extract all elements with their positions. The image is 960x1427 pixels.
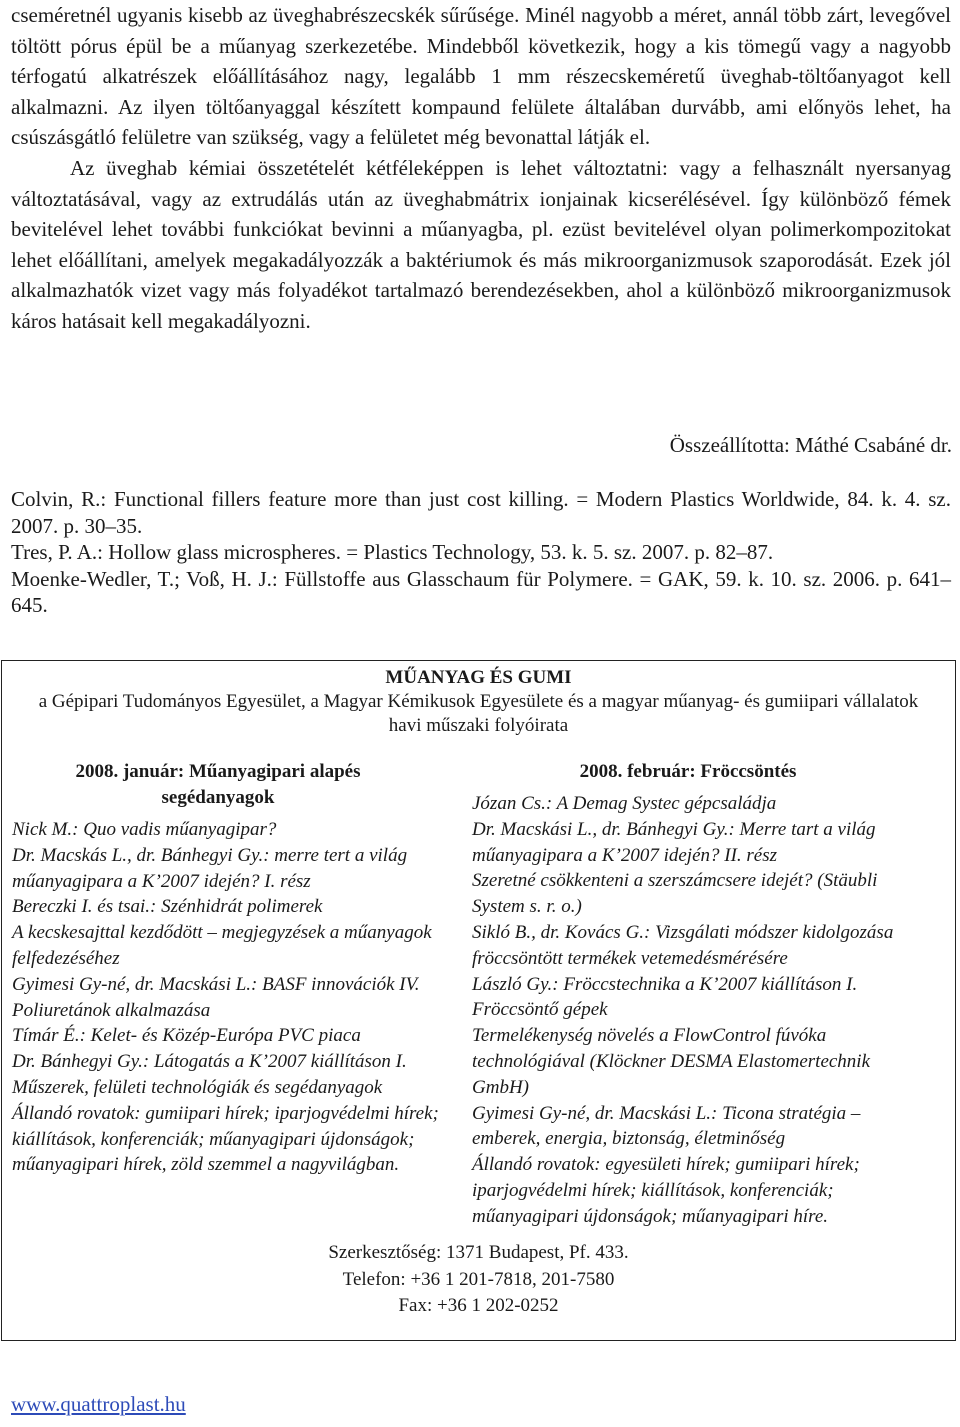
journal-subtitle: a Gépipari Tudományos Egyesület, a Magyar Kémikusok Egyesülete és a magyar műanyag- és gumiipari vállalatok havi műszaki folyóirata [38, 691, 919, 736]
issue-item: Dr. Macskás L., dr. Bánhegyi Gy.: merre tert a világ műanyagipara a K’2007 idején? I. rész [12, 844, 408, 892]
issue-column-february [472, 759, 904, 1230]
issue-item: Gyimesi Gy-né, dr. Macskási L.: Ticona stratégia – emberek, energia, biztonság, életminőség [472, 1102, 861, 1150]
issue-item: Dr. Macskási L., dr. Bánhegyi Gy.: Merre tart a világ műanyagipara a K’2007 idején? II. rész [472, 818, 876, 866]
article-paragraph-1: cseméretnél ugyanis kisebb az üveghabrészecskék sűrűsége. Minél nagyobb a méret, annál több zárt, levegővel töltött pórus épül be a műanyag szerkezetébe. Mindebből következik, hogy a kis tömegű vagy a nagyobb térfogatú alkatrészek előállításához nagy, legalább 1 mm részecskeméretű üveghab-töltőanyagot kell alkalmazni. Az ilyen töltőanyaggal készített kompaund felülete általában durvább, ami előnyös lehet, ha csúszásgátló felületre van szükség, vagy a felületet még bevonattal látják el. [11, 3, 951, 150]
issue-item: László Gy.: Fröccstechnika a K’2007 kiállításon I. Fröccsöntő gépek [472, 973, 858, 1021]
journal-advert-box [1, 660, 956, 1341]
editorial-contact [2, 1240, 955, 1320]
issue-heading-january: 2008. január: Műanyagipari alapés segédanyagok [75, 761, 361, 808]
references-list [11, 486, 951, 619]
editorial-phone: Telefon: +36 1 201-7818, 201-7580 [342, 1268, 615, 1290]
reference-item: Moenke-Wedler, T.; Voß, H. J.: Füllstoffe aus Glasschaum für Polymere. = GAK, 59. k. 10. sz. 2006. p. 641–645. [11, 566, 951, 617]
article-paragraph-2: Az üveghab kémiai összetételét kétféleképpen is lehet változtatni: vagy a felhasznált nyersanyag változtatásával, vagy az extrudálás után az üveghabmátrix ionjainak kicserélésével. Így különböző fémek bevitelével lehet további funkciókat bevinni a műanyagba, pl. ezüst bevitelével olyan polimerkompozitokat lehet előállítani, amelyek megakadályozzák a baktériumok és más mikroorganizmusok szaporodását. Ezek jól alkalmazhatók vizet vagy más folyadékot tartalmazó berendezésekben, ahol a különböző mikroorganizmusok káros hatásait kell megakadályozni. [11, 155, 951, 333]
issue-item: Termelékenység növelés a FlowControl fúvóka technológiával (Klöckner DESMA Elastomertechnik GmbH) [472, 1025, 871, 1098]
issue-item: Józan Cs.: A Demag Systec gépcsaládja [472, 793, 777, 814]
issue-item: Állandó rovatok: egyesületi hírek; gumiipari hírek; iparjogvédelmi hírek; kiállítások, konferenciák; műanyagipari újdonságok; műanyagipari híre. [472, 1154, 860, 1227]
issue-heading-february: 2008. február: Fröccsöntés [579, 761, 797, 782]
website-link[interactable]: www.quattroplast.hu [11, 1392, 186, 1416]
issue-item: Dr. Bánhegyi Gy.: Látogatás a K’2007 kiállításon I. Műszerek, felületi technológiák és segédanyagok [12, 1051, 407, 1098]
article-body [11, 0, 951, 337]
editorial-address: Szerkesztőség: 1371 Budapest, Pf. 433. [328, 1242, 629, 1263]
reference-item: Colvin, R.: Functional fillers feature more than just cost killing. = Modern Plastics Worldwide, 84. k. 4. sz. 2007. p. 30–35. [11, 487, 951, 538]
issue-item: Állandó rovatok: gumiipari hírek; iparjogvédelmi hírek; kiállítások, konferenciák; műanyagipari újdonságok; műanyagipari hírek, zöld szemmel a nagyvilágban. [12, 1102, 439, 1176]
compiler-credit: Összeállította: Máthé Csabáné dr. [669, 433, 952, 457]
issue-item: Szeretné csökkenteni a szerszámcsere idejét? (Stäubli System s. r. o.) [472, 870, 878, 918]
reference-item: Tres, P. A.: Hollow glass microspheres. = Plastics Technology, 53. k. 5. sz. 2007. p. 82–87. [11, 540, 774, 564]
editorial-fax: Fax: +36 1 202-0252 [398, 1295, 559, 1316]
issue-column-january [12, 759, 444, 1178]
issue-item: Tímár É.: Kelet- és Közép-Európa PVC piaca [12, 1025, 361, 1047]
issue-item: Gyimesi Gy-né, dr. Macskási L.: BASF innovációk IV. Poliuretánok alkalmazása [12, 973, 420, 1021]
issue-item: Nick M.: Quo vadis műanyagipar? [12, 819, 277, 840]
issue-item: A kecskesajttal kezdődött – megjegyzések a műanyagok felfedezéséhez [12, 922, 432, 969]
issue-item: Sikló B., dr. Kovács G.: Vizsgálati módszer kidolgozása fröccsöntött termékek vetemedésmérésére [472, 921, 894, 969]
journal-title: MŰANYAG ÉS GUMI [385, 667, 572, 688]
issue-item: Bereczki I. és tsai.: Szénhidrát polimerek [12, 896, 323, 918]
